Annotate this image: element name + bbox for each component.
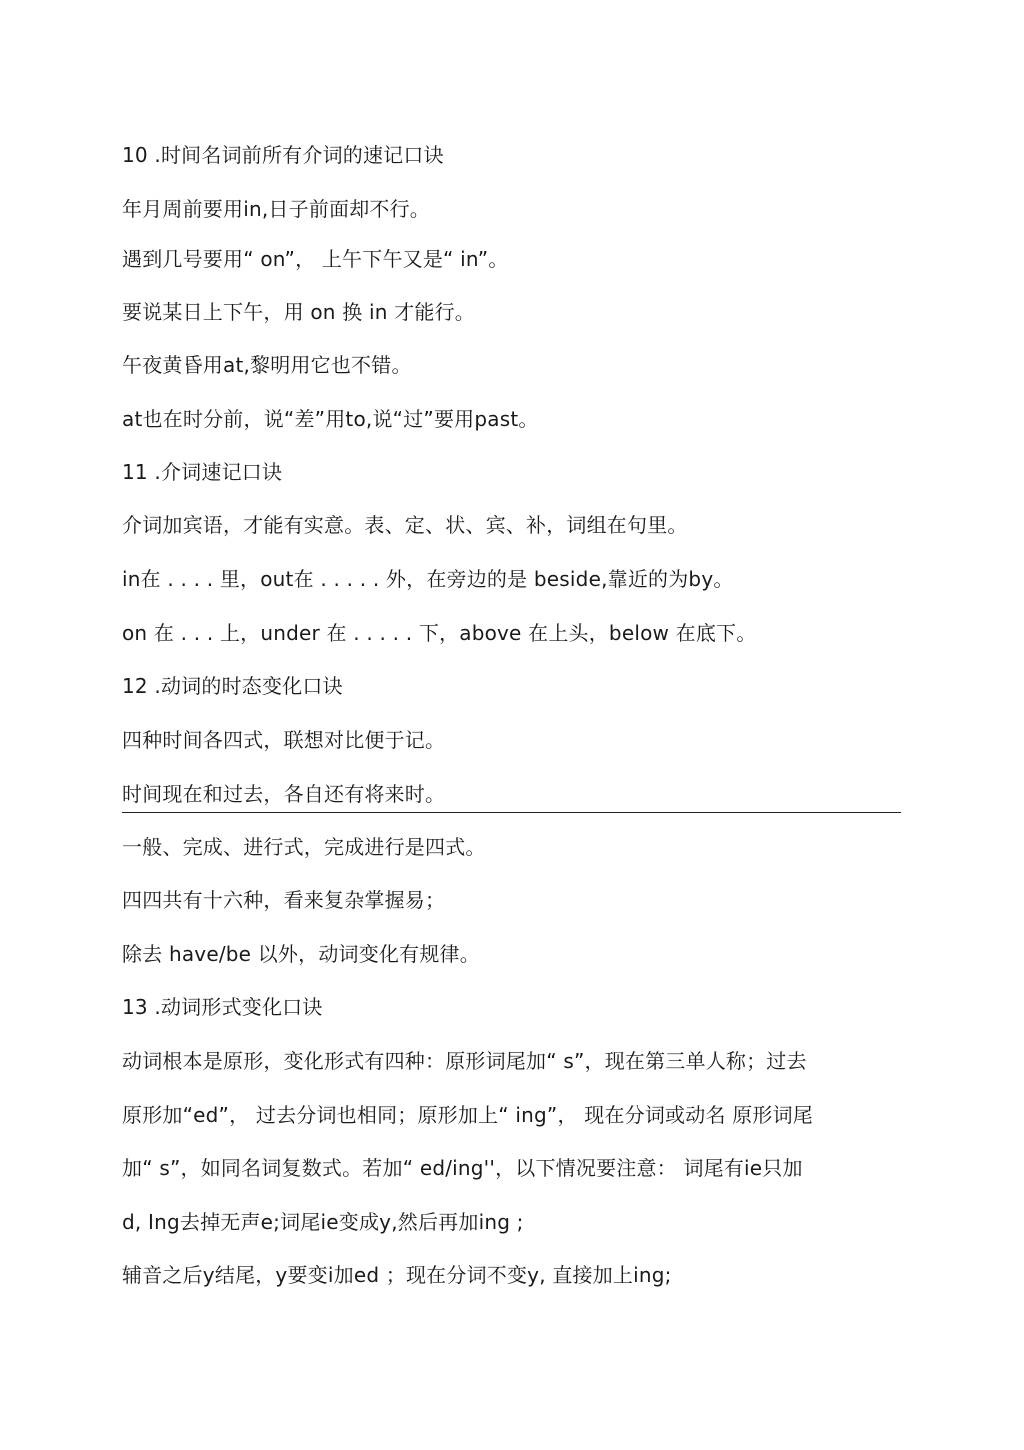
text-line: 除去 have/be 以外，动词变化有规律。 xyxy=(122,942,480,966)
text-line: on 在 . . . 上，under 在 . . . . . 下，above 在上头，below 在底下。 xyxy=(122,621,757,645)
text-line: 动词根本是原形，变化形式有四种：原形词尾加“ s”，现在第三单人称；过去 xyxy=(122,1049,807,1073)
text-line: 辅音之后y结尾，y要变i加ed ；现在分词不变y, 直接加上ing; xyxy=(122,1263,672,1287)
heading-10: 10 .时间名词前所有介词的速记口诀 xyxy=(122,143,444,167)
heading-11: 11 .介词速记口诀 xyxy=(122,460,283,484)
text-line: 遇到几号要用“ on”， 上午下午又是“ in”。 xyxy=(122,247,509,271)
text-line: 四四共有十六种，看来复杂掌握易； xyxy=(122,888,446,912)
page-divider xyxy=(122,812,901,813)
text-line: 年月周前要用in,日子前面却不行。 xyxy=(122,197,430,221)
text-line: d, Ing去掉无声e;词尾ie变成y,然后再加ing ; xyxy=(122,1210,524,1234)
text-line: at也在时分前，说“差”用to,说“过”要用past。 xyxy=(122,407,539,431)
text-line: 时间现在和过去，各自还有将来时。 xyxy=(122,782,446,806)
text-line: 午夜黄昏用at,黎明用它也不错。 xyxy=(122,353,412,377)
text-line: 介词加宾语，才能有实意。表、定、状、宾、补，词组在句里。 xyxy=(122,513,688,537)
text-line: 要说某日上下午，用 on 换 in 才能行。 xyxy=(122,300,475,324)
text-line: 四种时间各四式，联想对比便于记。 xyxy=(122,728,446,752)
heading-13: 13 .动词形式变化口诀 xyxy=(122,995,323,1019)
text-line: 一般、完成、进行式，完成进行是四式。 xyxy=(122,835,486,859)
text-line: 原形加“ed”， 过去分词也相同；原形加上“ ing”， 现在分词或动名 原形词尾 xyxy=(122,1103,814,1127)
heading-12: 12 .动词的时态变化口诀 xyxy=(122,674,343,698)
text-line: in在 . . . . 里，out在 . . . . . 外，在旁边的是 beside,靠近的为by。 xyxy=(122,567,734,591)
text-line: 加“ s”，如同名词复数式。若加“ ed/ing''，以下情况要注意： 词尾有ie只加 xyxy=(122,1156,803,1180)
